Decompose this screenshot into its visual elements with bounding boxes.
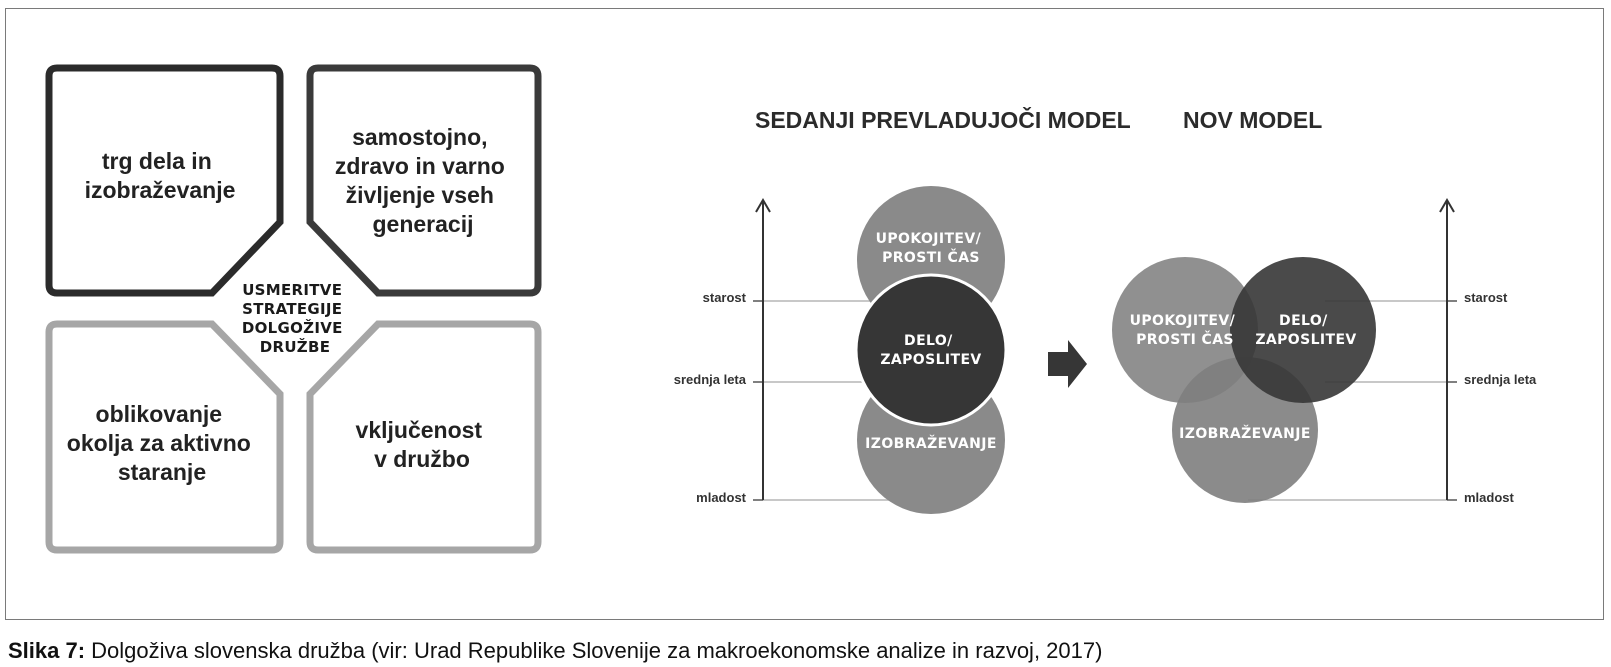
quadrant-top-right-frame [310,68,538,293]
right-label-mladost: mladost [1464,490,1514,505]
quadrant-bottom-left-text: oblikovanje okolja za aktivno staranje [66,401,251,485]
new-work-circle [1230,257,1376,403]
current-work-label: DELO/ ZAPOSLITEV [880,333,982,368]
center-strategy-label: USMERITVE STRATEGIJE DOLGOŽIVE DRUŽBE [241,281,343,356]
model-comparison [674,106,1537,514]
new-retirement-label: UPOKOJITEV/ PROSTI ČAS [1129,313,1236,348]
new-education-label: IZOBRAŽEVANJE [1179,426,1311,442]
quadrant-bottom-right-text: vključenost v družbo [355,417,483,472]
current-retirement-label: UPOKOJITEV/ PROSTI ČAS [875,231,982,266]
left-label-srednja-leta: srednja leta [673,372,746,387]
left-label-mladost: mladost [696,490,746,505]
caption-text: Dolgoživa slovenska družba (vir: Urad Republike Slovenije za makroekonomske analize in razvoj, 2017) [91,638,1103,663]
current-work-circle [856,275,1006,425]
right-label-starost: starost [1464,290,1508,305]
transition-arrow [1048,340,1087,388]
current-education-label: IZOBRAŽEVANJE [865,436,997,452]
strategy-quadrants [49,68,538,550]
right-label-srednja-leta: srednja leta [1464,372,1537,387]
figure-caption [8,638,1102,664]
new-model-title: NOV MODEL [1183,107,1323,133]
caption-label: Slika 7: [8,638,86,663]
left-label-starost: starost [702,290,746,305]
quadrant-top-left-text: trg dela in izobraževanje [84,148,236,203]
new-work-label: DELO/ ZAPOSLITEV [1255,313,1357,348]
current-model-title: SEDANJI PREVLADUJOČI MODEL [755,107,1131,133]
quadrant-top-right-text: samostojno, zdravo in varno življenje vseh generacij [334,124,505,237]
